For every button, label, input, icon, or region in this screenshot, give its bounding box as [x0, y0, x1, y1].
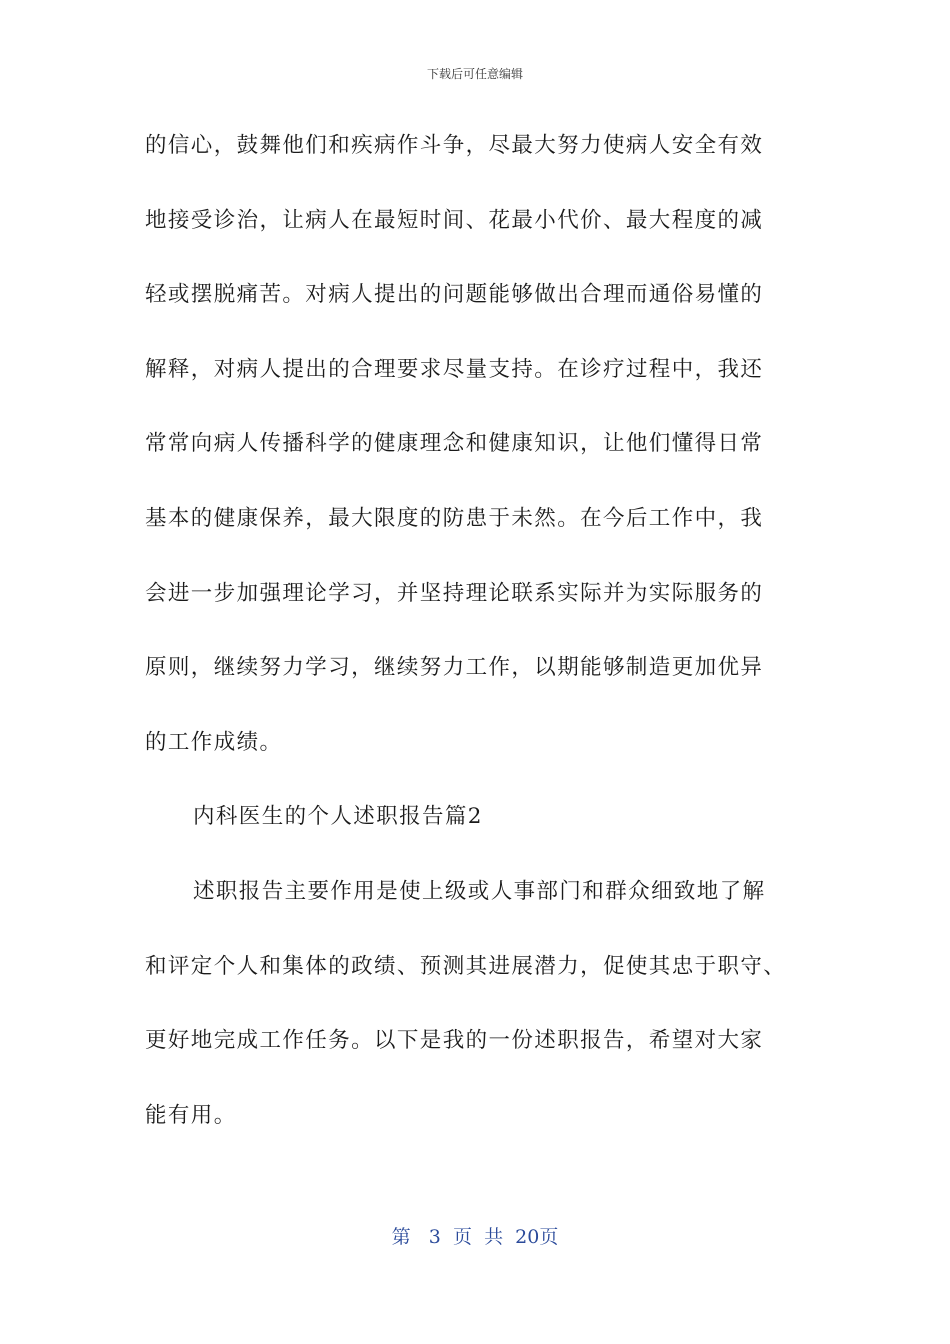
footer-label-gong: 共	[484, 1226, 504, 1248]
section-heading: 内科医生的个人述职报告篇2	[193, 804, 483, 830]
page-footer	[0, 1224, 950, 1250]
document-body	[145, 124, 805, 1168]
footer-current-page: 3	[428, 1226, 441, 1248]
body-line: 地接受诊治，让病人在最短时间、花最小代价、最大程度的减	[145, 207, 764, 233]
body-line: 的信心，鼓舞他们和疾病作斗争，尽最大努力使病人安全有效	[145, 133, 764, 158]
body-line: 和评定个人和集体的政绩、预测其进展潜力，促使其忠于职守、	[145, 953, 787, 979]
body-line: 轻或摆脱痛苦。对病人提出的问题能够做出合理而通俗易懂的	[145, 282, 764, 308]
body-line: 的工作成绩。	[145, 729, 283, 755]
footer-label-ye: 页	[452, 1226, 472, 1248]
footer-label-ye2: 页	[539, 1226, 559, 1248]
body-line: 更好地完成工作任务。以下是我的一份述职报告，希望对大家	[145, 1028, 764, 1054]
body-line: 原则，继续努力学习，继续努力工作，以期能够制造更加优异	[145, 655, 764, 681]
footer-total-pages: 20	[515, 1226, 540, 1248]
body-line: 能有用。	[145, 1102, 237, 1128]
body-line: 常常向病人传播科学的健康理念和健康知识，让他们懂得日常	[145, 431, 764, 457]
body-line: 述职报告主要作用是使上级或人事部门和群众细致地了解	[193, 878, 766, 904]
footer-label-di: 第	[391, 1226, 411, 1248]
page-header-note: 下载后可任意编辑	[426, 67, 523, 81]
body-line: 解释，对病人提出的合理要求尽量支持。在诊疗过程中，我还	[145, 356, 764, 382]
body-line: 会进一步加强理论学习，并坚持理论联系实际并为实际服务的	[145, 580, 764, 606]
body-line: 基本的健康保养，最大限度的防患于未然。在今后工作中，我	[145, 505, 764, 531]
